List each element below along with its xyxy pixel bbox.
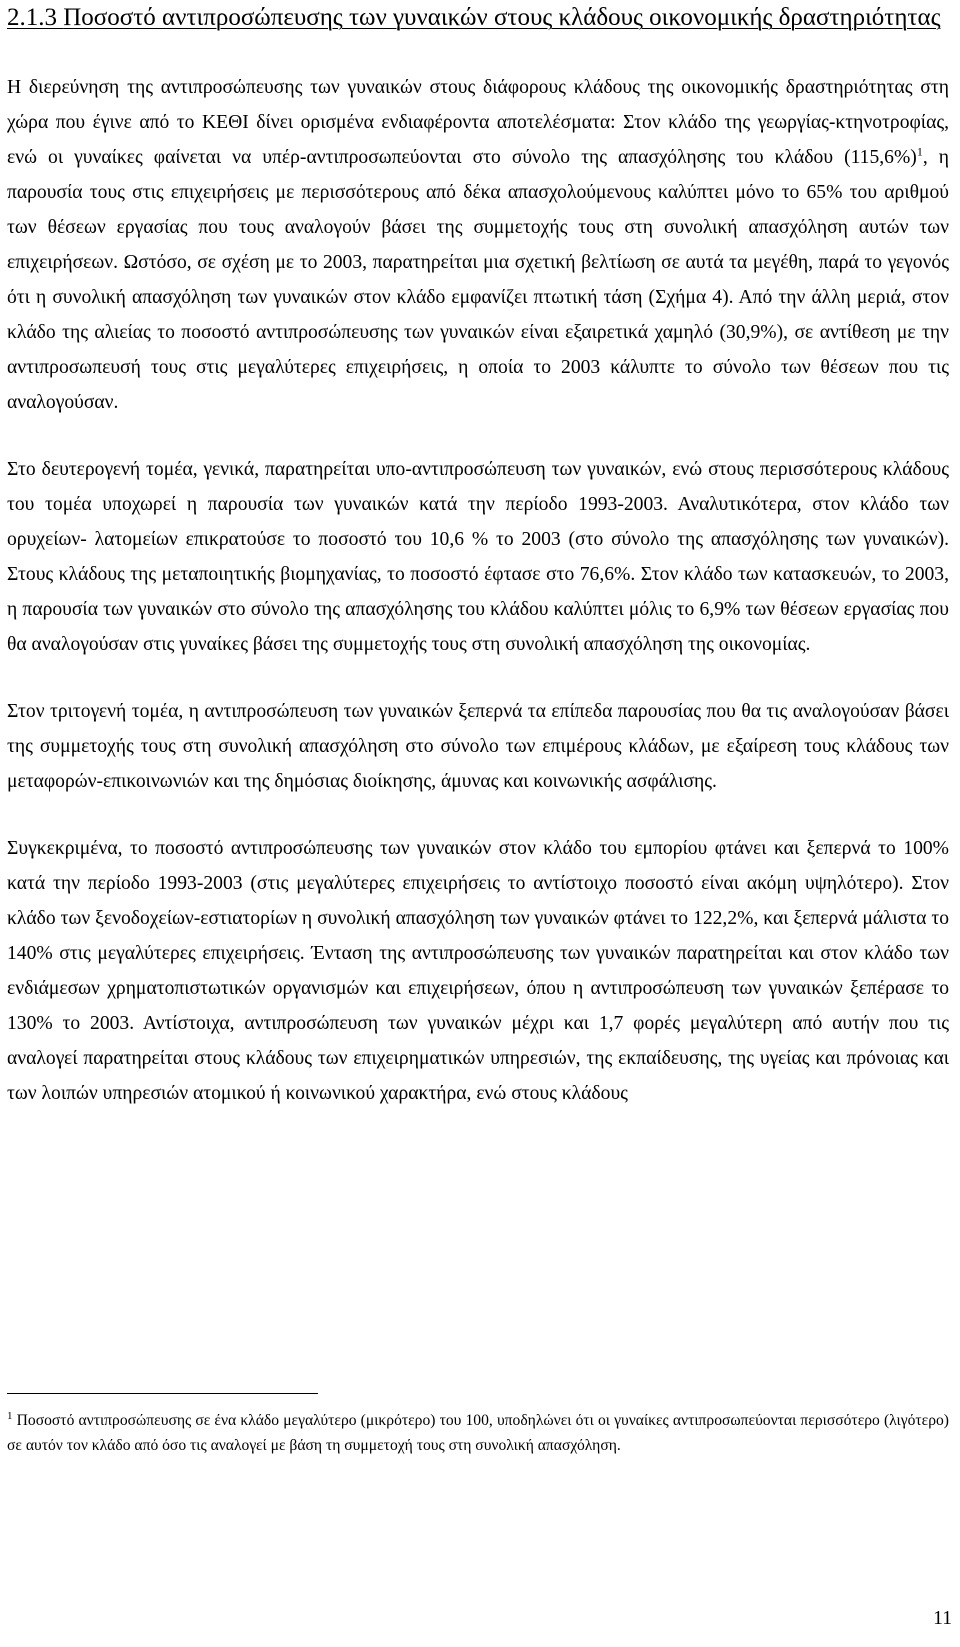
section-heading — [7, 0, 949, 35]
section-number: 2.1.3 — [7, 4, 57, 31]
footnote-marker: 1 — [7, 1409, 13, 1422]
paragraph-3: Στον τριτογενή τομέα, η αντιπροσώπευση των γυναικών ξεπερνά τα επίπεδα παρουσίας που θα τις αναλογούσαν βάσει της συμμετοχής τους στη συνολική απασχόληση στο σύνολο των επιμέρους κλάδων, με εξαίρεση τους κλάδους των μεταφορών-επικοινωνιών και της δημόσιας διοίκησης, άμυνας και κοινωνικής ασφάλισης. — [7, 701, 949, 792]
document-page — [7, 0, 949, 1111]
section-title: Ποσοστό αντιπροσώπευσης των γυναικών στους κλάδους οικονομικής δραστηριότητας — [63, 4, 941, 31]
page-number: 11 — [933, 1608, 952, 1629]
footnote-reference[interactable]: 1 — [916, 144, 923, 159]
paragraph-1 — [7, 70, 949, 420]
footnote — [7, 1408, 949, 1458]
paragraph-1-part-b: , η παρουσία τους στις επιχειρήσεις με περισσότερους από δέκα απασχολούμενους καλύπτει μόνο το 65% του αριθμού των θέσεων εργασίας που τους αναλογούν βάσει της συμμετοχής τους στη συνολική απασχόληση αυτών των επιχειρήσεων. Ωστόσο, σε σχέση με το 2003, παρατηρείται μια σχετική βελτίωση σε αυτά τα μεγέθη, παρά το γεγονός ότι η συνολική απασχόληση των γυναικών στον κλάδο εμφανίζει πτωτική τάση (Σχήμα 4). Από την άλλη μεριά, στον κλάδο της αλιείας το ποσοστό αντιπροσώπευσης των γυναικών είναι εξαιρετικά χαμηλό (30,9%), σε αντίθεση με την αντιπροσωπευσή τους στις μεγαλύτερες επιχειρήσεις, η οποία το 2003 κάλυπτε το σύνολο των θέσεων που τις αναλογούσαν. — [7, 147, 949, 413]
paragraph-4: Συγκεκριμένα, το ποσοστό αντιπροσώπευσης των γυναικών στον κλάδο του εμπορίου φτάνει και ξεπερνά το 100% κατά την περίοδο 1993-2003 (στις μεγαλύτερες επιχειρήσεις το αντίστοιχο ποσοστό είναι ακόμη υψηλότερο). Στον κλάδο των ξενοδοχείων-εστιατορίων η συνολική απασχόληση των γυναικών φτάνει το 122,2%, και ξεπερνά μάλιστα το 140% στις μεγαλύτερες επιχειρήσεις. Ένταση της αντιπροσώπευσης των γυναικών παρατηρείται και στον κλάδο των ενδιάμεσων χρηματοπιστωτικών οργανισμών και επιχειρήσεων, όπου η αντιπροσώπευση των γυναικών ξεπέρασε το 130% το 2003. Αντίστοιχα, αντιπροσώπευση των γυναικών μέχρι και 1,7 φορές μεγαλύτερη από αυτήν που τις αναλογεί παρατηρείται στους κλάδους των επιχειρηματικών υπηρεσιών, της εκπαίδευσης, της υγείας και πρόνοιας και των λοιπών υπηρεσιών ατομικού ή κοινωνικού χαρακτήρα, ενώ στους κλάδους — [7, 838, 949, 1104]
footnote-text: Ποσοστό αντιπροσώπευσης σε ένα κλάδο μεγαλύτερο (μικρότερο) του 100, υποδηλώνει ότι οι γυναίκες αντιπροσωπεύονται περισσότερο (λιγότερο) σε αυτόν τον κλάδο από όσο τις αναλογεί με βάση τη συμμετοχή τους στη συνολική απασχόληση. — [7, 1412, 949, 1454]
paragraph-1-part-a: Η διερεύνηση της αντιπροσώπευσης των γυναικών στους διάφορους κλάδους της οικονομικής δραστηριότητας στη χώρα που έγινε από το ΚΕΘΙ δίνει ορισμένα ενδιαφέροντα αποτελέσματα: Στον κλάδο της γεωργίας-κτηνοτροφίας, ενώ οι γυναίκες φαίνεται να υπέρ-αντιπροσωπεύονται στο σύνολο της απασχόλησης του κλάδου (115,6%) — [7, 77, 949, 168]
paragraph-2: Στο δευτερογενή τομέα, γενικά, παρατηρείται υπο-αντιπροσώπευση των γυναικών, ενώ στους περισσότερους κλάδους του τομέα υποχωρεί η παρουσία των γυναικών κατά την περίοδο 1993-2003. Αναλυτικότερα, στον κλάδο των ορυχείων- λατομείων επικρατούσε το ποσοστό του 10,6 % το 2003 (στο σύνολο της απασχόλησης των γυναικών). Στους κλάδους της μεταποιητικής βιομηχανίας, το ποσοστό έφτασε στο 76,6%. Στον κλάδο των κατασκευών, το 2003, η παρουσία των γυναικών στο σύνολο της απασχόλησης του κλάδου καλύπτει μόλις το 6,9% των θέσεων εργασίας που θα αναλογούσαν στις γυναίκες βάσει της συμμετοχής τους στη συνολική απασχόληση της οικονομίας. — [7, 459, 949, 655]
footnote-separator — [7, 1393, 318, 1394]
